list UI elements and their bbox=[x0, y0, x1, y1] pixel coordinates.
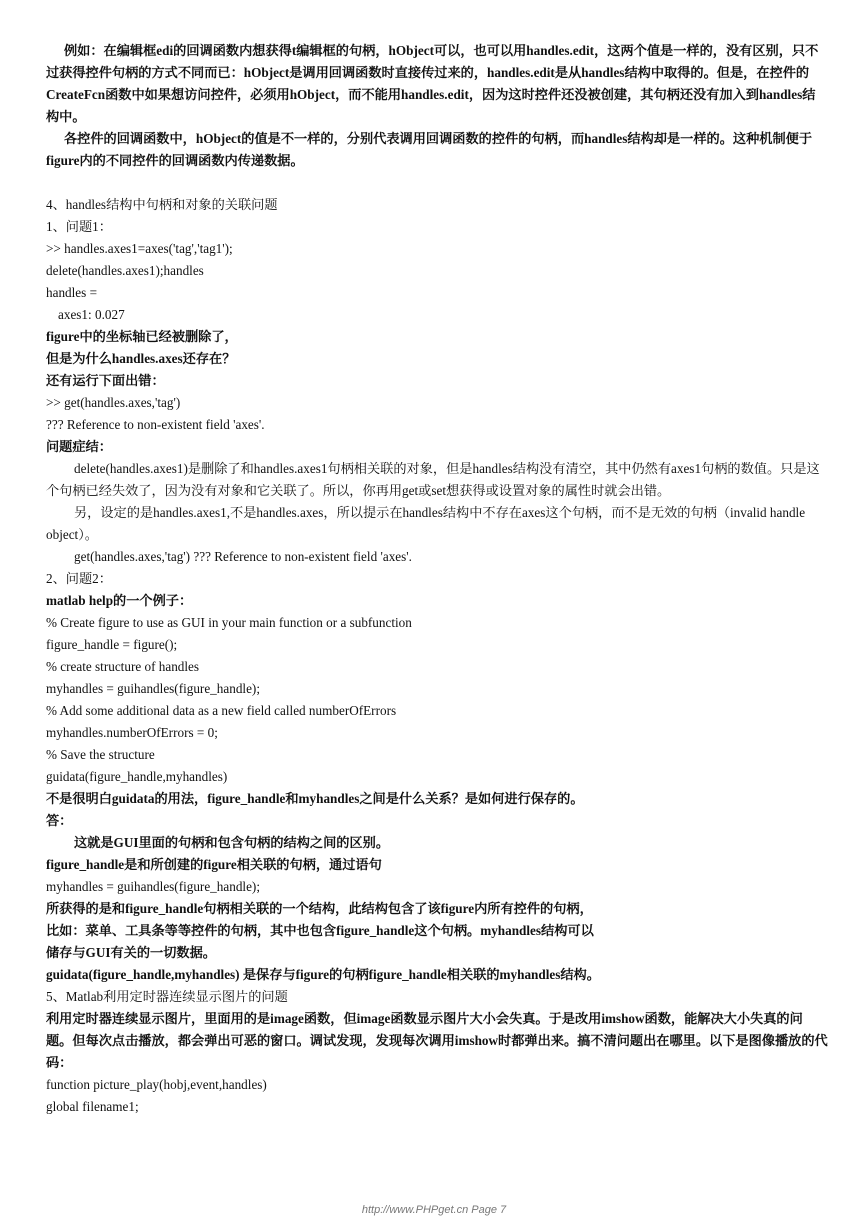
paragraph-handles-edit: 例如：在编辑框edi的回调函数内想获得t编辑框的句柄，hObject可以，也可以用handles.edit，这两个值是一样的，没有区别，只不过获得控件句柄的方式不同而已：hObject是调用回调函数时直接传过来的，handles.edit是从handles结构中取得的。但是，在控件的CreateFcn函数中如果想访问控件，必须用hObject，而不能用handles.edit，因为这时控件还没被创建，其句柄还没有加入到handles结构中。 bbox=[46, 43, 819, 124]
code-line: myhandles = guihandles(figure_handle); bbox=[46, 681, 260, 696]
text-line: 答： bbox=[46, 813, 73, 828]
paragraph-hobject-callbacks: 各控件的回调函数中，hObject的值是不一样的，分别代表调用回调函数的控件的句柄，而handles结构却是一样的。这种机制便于figure内的不同控件的回调函数内传递数据。 bbox=[46, 131, 813, 168]
text-line: 问题症结： bbox=[46, 439, 112, 454]
code-line: axes1: 0.027 bbox=[58, 307, 125, 322]
section-heading-4: 4、handles结构中句柄和对象的关联问题 bbox=[46, 197, 278, 212]
code-line: % Create figure to use as GUI in your main function or a subfunction bbox=[46, 615, 412, 630]
text-line: 储存与GUI有关的一切数据。 bbox=[46, 945, 216, 960]
code-line: >> handles.axes1=axes('tag','tag1'); bbox=[46, 241, 233, 256]
code-line: get(handles.axes,'tag') ??? Reference to non-existent field 'axes'. bbox=[74, 549, 412, 564]
code-line: >> get(handles.axes,'tag') bbox=[46, 395, 181, 410]
code-line: % Add some additional data as a new field called numberOfErrors bbox=[46, 703, 397, 718]
text-line: 但是为什么handles.axes还存在？ bbox=[46, 351, 236, 366]
code-line: ??? Reference to non-existent field 'axes'. bbox=[46, 417, 265, 432]
code-line: % Save the structure bbox=[46, 747, 155, 762]
text-line: 不是很明白guidata的用法，figure_handle和myhandles之间是什么关系？是如何进行保存的。 bbox=[46, 791, 584, 806]
page-footer: http://www.PHPget.cn Page 7 bbox=[361, 1204, 507, 1216]
code-line: handles = bbox=[46, 285, 98, 300]
code-line: figure_handle = figure(); bbox=[46, 637, 178, 652]
page-content bbox=[46, 40, 828, 1118]
section-heading-5: 5、Matlab利用定时器连续显示图片的问题 bbox=[46, 989, 288, 1004]
text-line: 还有运行下面出错： bbox=[46, 373, 165, 388]
code-line: myhandles = guihandles(figure_handle); bbox=[46, 879, 260, 894]
code-line: % create structure of handles bbox=[46, 659, 200, 674]
question-heading-2: 2、问题2： bbox=[46, 571, 112, 586]
text-line: 所获得的是和figure_handle句柄相关联的一个结构，此结构包含了该figure内所有控件的句柄， bbox=[46, 901, 593, 916]
code-line: myhandles.numberOfErrors = 0; bbox=[46, 725, 218, 740]
text-line: figure中的坐标轴已经被删除了， bbox=[46, 329, 238, 344]
text-line: 比如：菜单、工具条等等控件的句柄，其中也包含figure_handle这个句柄。myhandles结构可以 bbox=[46, 923, 594, 938]
code-line: guidata(figure_handle,myhandles) bbox=[46, 769, 228, 784]
question-heading-1: 1、问题1： bbox=[46, 219, 112, 234]
text-line: matlab help的一个例子： bbox=[46, 593, 193, 608]
text-line: figure_handle是和所创建的figure相关联的句柄，通过语句 bbox=[46, 857, 382, 872]
code-line: function picture_play(hobj,event,handles) bbox=[46, 1077, 267, 1092]
text-line: guidata(figure_handle,myhandles) 是保存与figure的句柄figure_handle相关联的myhandles结构。 bbox=[46, 967, 600, 982]
text-line: 这就是GUI里面的句柄和包含句柄的结构之间的区别。 bbox=[74, 835, 390, 850]
paragraph-answer-2: 另，设定的是handles.axes1,不是handles.axes，所以提示在handles结构中不存在axes这个句柄，而不是无效的句柄（invalid handle object）。 bbox=[46, 505, 806, 542]
code-line: global filename1; bbox=[46, 1099, 139, 1114]
code-line: delete(handles.axes1);handles bbox=[46, 263, 204, 278]
paragraph-imshow: 利用定时器连续显示图片，里面用的是image函数，但image函数显示图片大小会失真。于是改用imshow函数，能解决大小失真的问题。但每次点击播放，都会弹出可恶的窗口。调试发现，发现每次调用imshow时都弹出来。搞不清问题出在哪里。以下是图像播放的代码： bbox=[46, 1011, 828, 1070]
spacer bbox=[46, 172, 828, 194]
paragraph-answer-1: delete(handles.axes1)是删除了和handles.axes1句柄相关联的对象，但是handles结构没有清空，其中仍然有axes1句柄的数值。只是这个句柄已经失效了，因为没有对象和它关联了。所以，你再用get或set想获得或设置对象的属性时就会出错。 bbox=[46, 461, 820, 498]
